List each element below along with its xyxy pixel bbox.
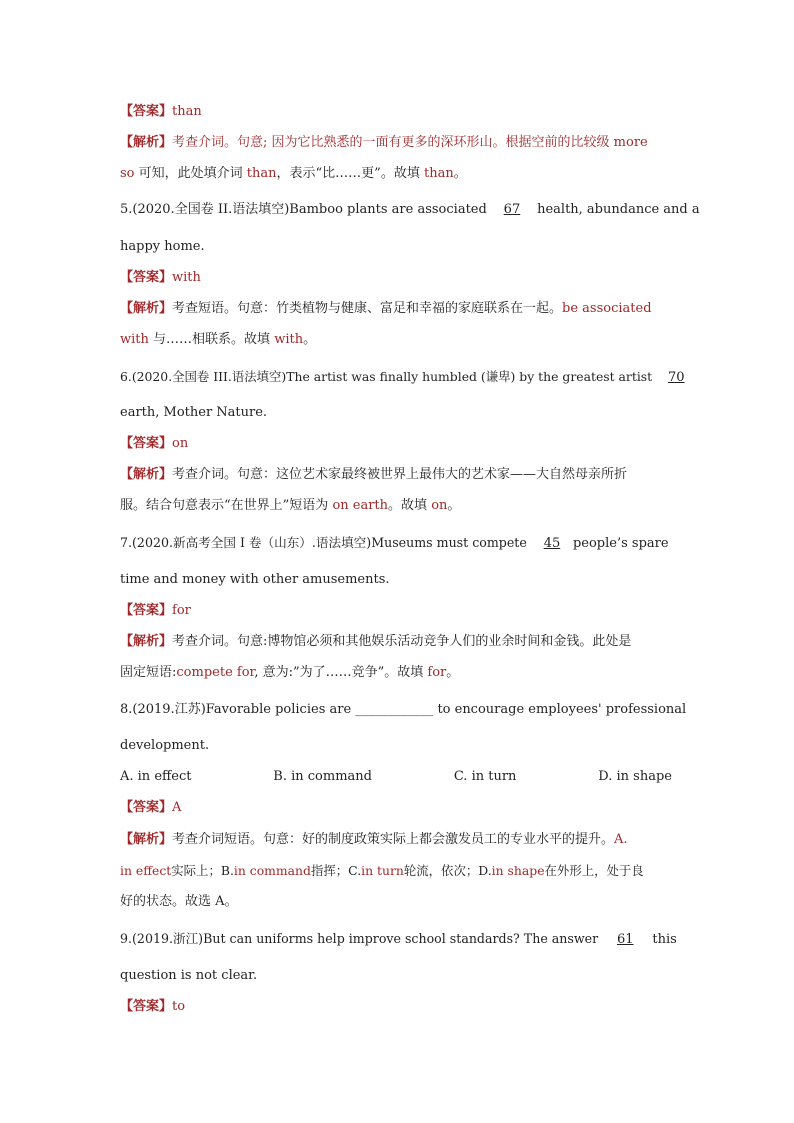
analysis-line-2 — [120, 663, 674, 683]
question-text: 5.(2020.全国卷 II.语法填空)Bamboo plants are associated — [120, 202, 487, 217]
question-text: 7.(2020.新高考全国 I 卷（山东）.语法填空)Museums must compete — [120, 535, 527, 550]
question-8-line-2 — [120, 736, 674, 756]
analysis-text: 实际上；B. — [171, 863, 234, 878]
question-blank: 70 — [668, 370, 685, 385]
question-text: people’s spare — [572, 536, 669, 551]
analysis-label: 【解析】 — [120, 467, 173, 482]
analysis-label: 【解析】 — [120, 135, 173, 150]
option-b[interactable]: B. in command — [273, 769, 372, 784]
question-9-line-2 — [120, 966, 674, 986]
analysis-line-2 — [120, 861, 674, 881]
option-c[interactable]: C. in turn — [453, 769, 517, 784]
analysis-text: 考查介词。句意; 因为它比熟悉的一面有更多的深环形山。根据空前的比较级 — [172, 135, 610, 150]
answer-text: A — [172, 800, 182, 815]
analysis-text: 与……相联系。故填 — [153, 332, 271, 347]
analysis-text: 考查介词。句意：这位艺术家最终被世界上最伟大的艺术家——大自然母亲所折 — [172, 467, 628, 482]
answer-text: than — [172, 104, 202, 119]
analysis-text: , 意为:”为了……竞争”。故填 — [254, 665, 424, 680]
analysis-line-1 — [120, 299, 674, 319]
answer-line — [120, 268, 674, 288]
analysis-label: 【解析】 — [120, 634, 173, 649]
analysis-keyword: with — [120, 332, 149, 347]
question-blank: 61 — [616, 932, 634, 947]
analysis-keyword: more — [613, 135, 648, 150]
answer-text: to — [172, 999, 186, 1014]
analysis-text: 。 — [303, 332, 317, 347]
answer-label: 【答案】 — [120, 436, 173, 451]
analysis-line-1 — [120, 465, 674, 485]
analysis-text: 。 — [446, 665, 460, 680]
answer-label: 【答案】 — [120, 800, 173, 815]
analysis-keyword: than — [423, 166, 454, 181]
analysis-text: 在外形上，处于良 — [544, 863, 644, 878]
answer-label: 【答案】 — [120, 270, 173, 285]
analysis-text: 服。结合句意表示“在世界上”短语为 — [120, 498, 329, 513]
question-text: question is not clear. — [120, 968, 258, 983]
analysis-keyword: compete for — [176, 665, 255, 680]
question-text: 9.(2019.浙江)But can uniforms help improve school standards? The answer — [120, 931, 599, 946]
analysis-keyword: in effect — [120, 863, 172, 878]
answer-text: on — [172, 436, 189, 451]
answer-line — [120, 434, 674, 454]
analysis-line-3 — [120, 892, 674, 912]
question-7-line-1 — [120, 533, 674, 554]
question-blank: ____________ — [355, 702, 434, 717]
answer-line — [120, 798, 674, 818]
analysis-label: 【解析】 — [120, 301, 173, 316]
analysis-keyword: for — [427, 665, 447, 680]
answer-label: 【答案】 — [120, 999, 173, 1014]
analysis-keyword: so — [120, 166, 135, 181]
question-text: time and money with other amusements. — [120, 572, 390, 587]
question-6-line-1 — [120, 367, 685, 388]
analysis-keyword: in turn — [361, 863, 404, 878]
question-8-line-1 — [120, 700, 687, 720]
answer-line — [120, 997, 674, 1017]
option-a[interactable]: A. in effect — [120, 769, 192, 784]
options-row — [120, 767, 672, 787]
analysis-line-1 — [120, 632, 674, 652]
analysis-text: 指挥；C. — [310, 863, 362, 878]
question-text: 8.(2019.江苏)Favorable policies are — [120, 702, 352, 717]
answer-line — [120, 601, 674, 621]
answer-text: with — [172, 270, 201, 285]
question-text: this — [652, 932, 677, 947]
analysis-keyword: on earth — [332, 498, 389, 513]
question-6-line-2 — [120, 403, 674, 423]
analysis-text: 考查介词短语。句意：好的制度政策实际上都会激发员工的专业水平的提升。 — [172, 832, 615, 847]
analysis-line-2 — [120, 164, 674, 184]
analysis-text: 考查介词。句意:博物馆必须和其他娱乐活动竞争人们的业余时间和金钱。此处是 — [172, 634, 632, 649]
analysis-keyword: on — [431, 498, 448, 513]
analysis-line-2 — [120, 496, 674, 516]
analysis-keyword: with — [274, 332, 304, 347]
analysis-text: 轮流，依次；D. — [403, 863, 492, 878]
option-d[interactable]: D. in shape — [598, 769, 672, 784]
analysis-keyword: be associated — [562, 301, 652, 316]
analysis-keyword: in shape — [491, 863, 545, 878]
question-text: health, abundance and a — [537, 202, 700, 217]
analysis-text: ，表示“比……更”。故填 — [276, 166, 420, 181]
analysis-line-2 — [120, 330, 674, 350]
analysis-text: 。故填 — [388, 498, 428, 513]
analysis-text: 好的状态。故选 A。 — [120, 894, 238, 909]
question-9-line-1 — [120, 929, 677, 950]
analysis-keyword: A. — [614, 832, 628, 847]
answer-label: 【答案】 — [120, 603, 173, 618]
question-blank: 45 — [543, 536, 561, 551]
analysis-text: 。 — [453, 166, 467, 181]
question-text: 6.(2020.全国卷 III.语法填空)The artist was finally humbled (谦卑) by the greatest artist — [120, 369, 653, 384]
question-text: earth, Mother Nature. — [120, 405, 268, 420]
analysis-label: 【解析】 — [120, 832, 173, 847]
analysis-line-1 — [120, 133, 674, 153]
analysis-text: 可知，此处填介词 — [138, 166, 243, 181]
analysis-text: 固定短语: — [120, 665, 177, 680]
analysis-keyword: than — [246, 166, 277, 181]
answer-line — [120, 102, 674, 122]
question-blank: 67 — [503, 202, 521, 217]
question-5-line-1 — [120, 200, 700, 220]
answer-text: for — [172, 603, 191, 618]
question-5-line-2 — [120, 237, 674, 257]
analysis-text: 。 — [447, 498, 461, 513]
question-text: development. — [120, 738, 210, 753]
analysis-keyword: in command — [233, 863, 311, 878]
question-text: happy home. — [120, 239, 205, 254]
question-text: to encourage employees' professional — [437, 702, 687, 717]
analysis-line-1 — [120, 830, 674, 850]
answer-label: 【答案】 — [120, 104, 173, 119]
analysis-text: 考查短语。句意：竹类植物与健康、富足和幸福的家庭联系在一起。 — [172, 301, 563, 316]
question-7-line-2 — [120, 570, 674, 590]
